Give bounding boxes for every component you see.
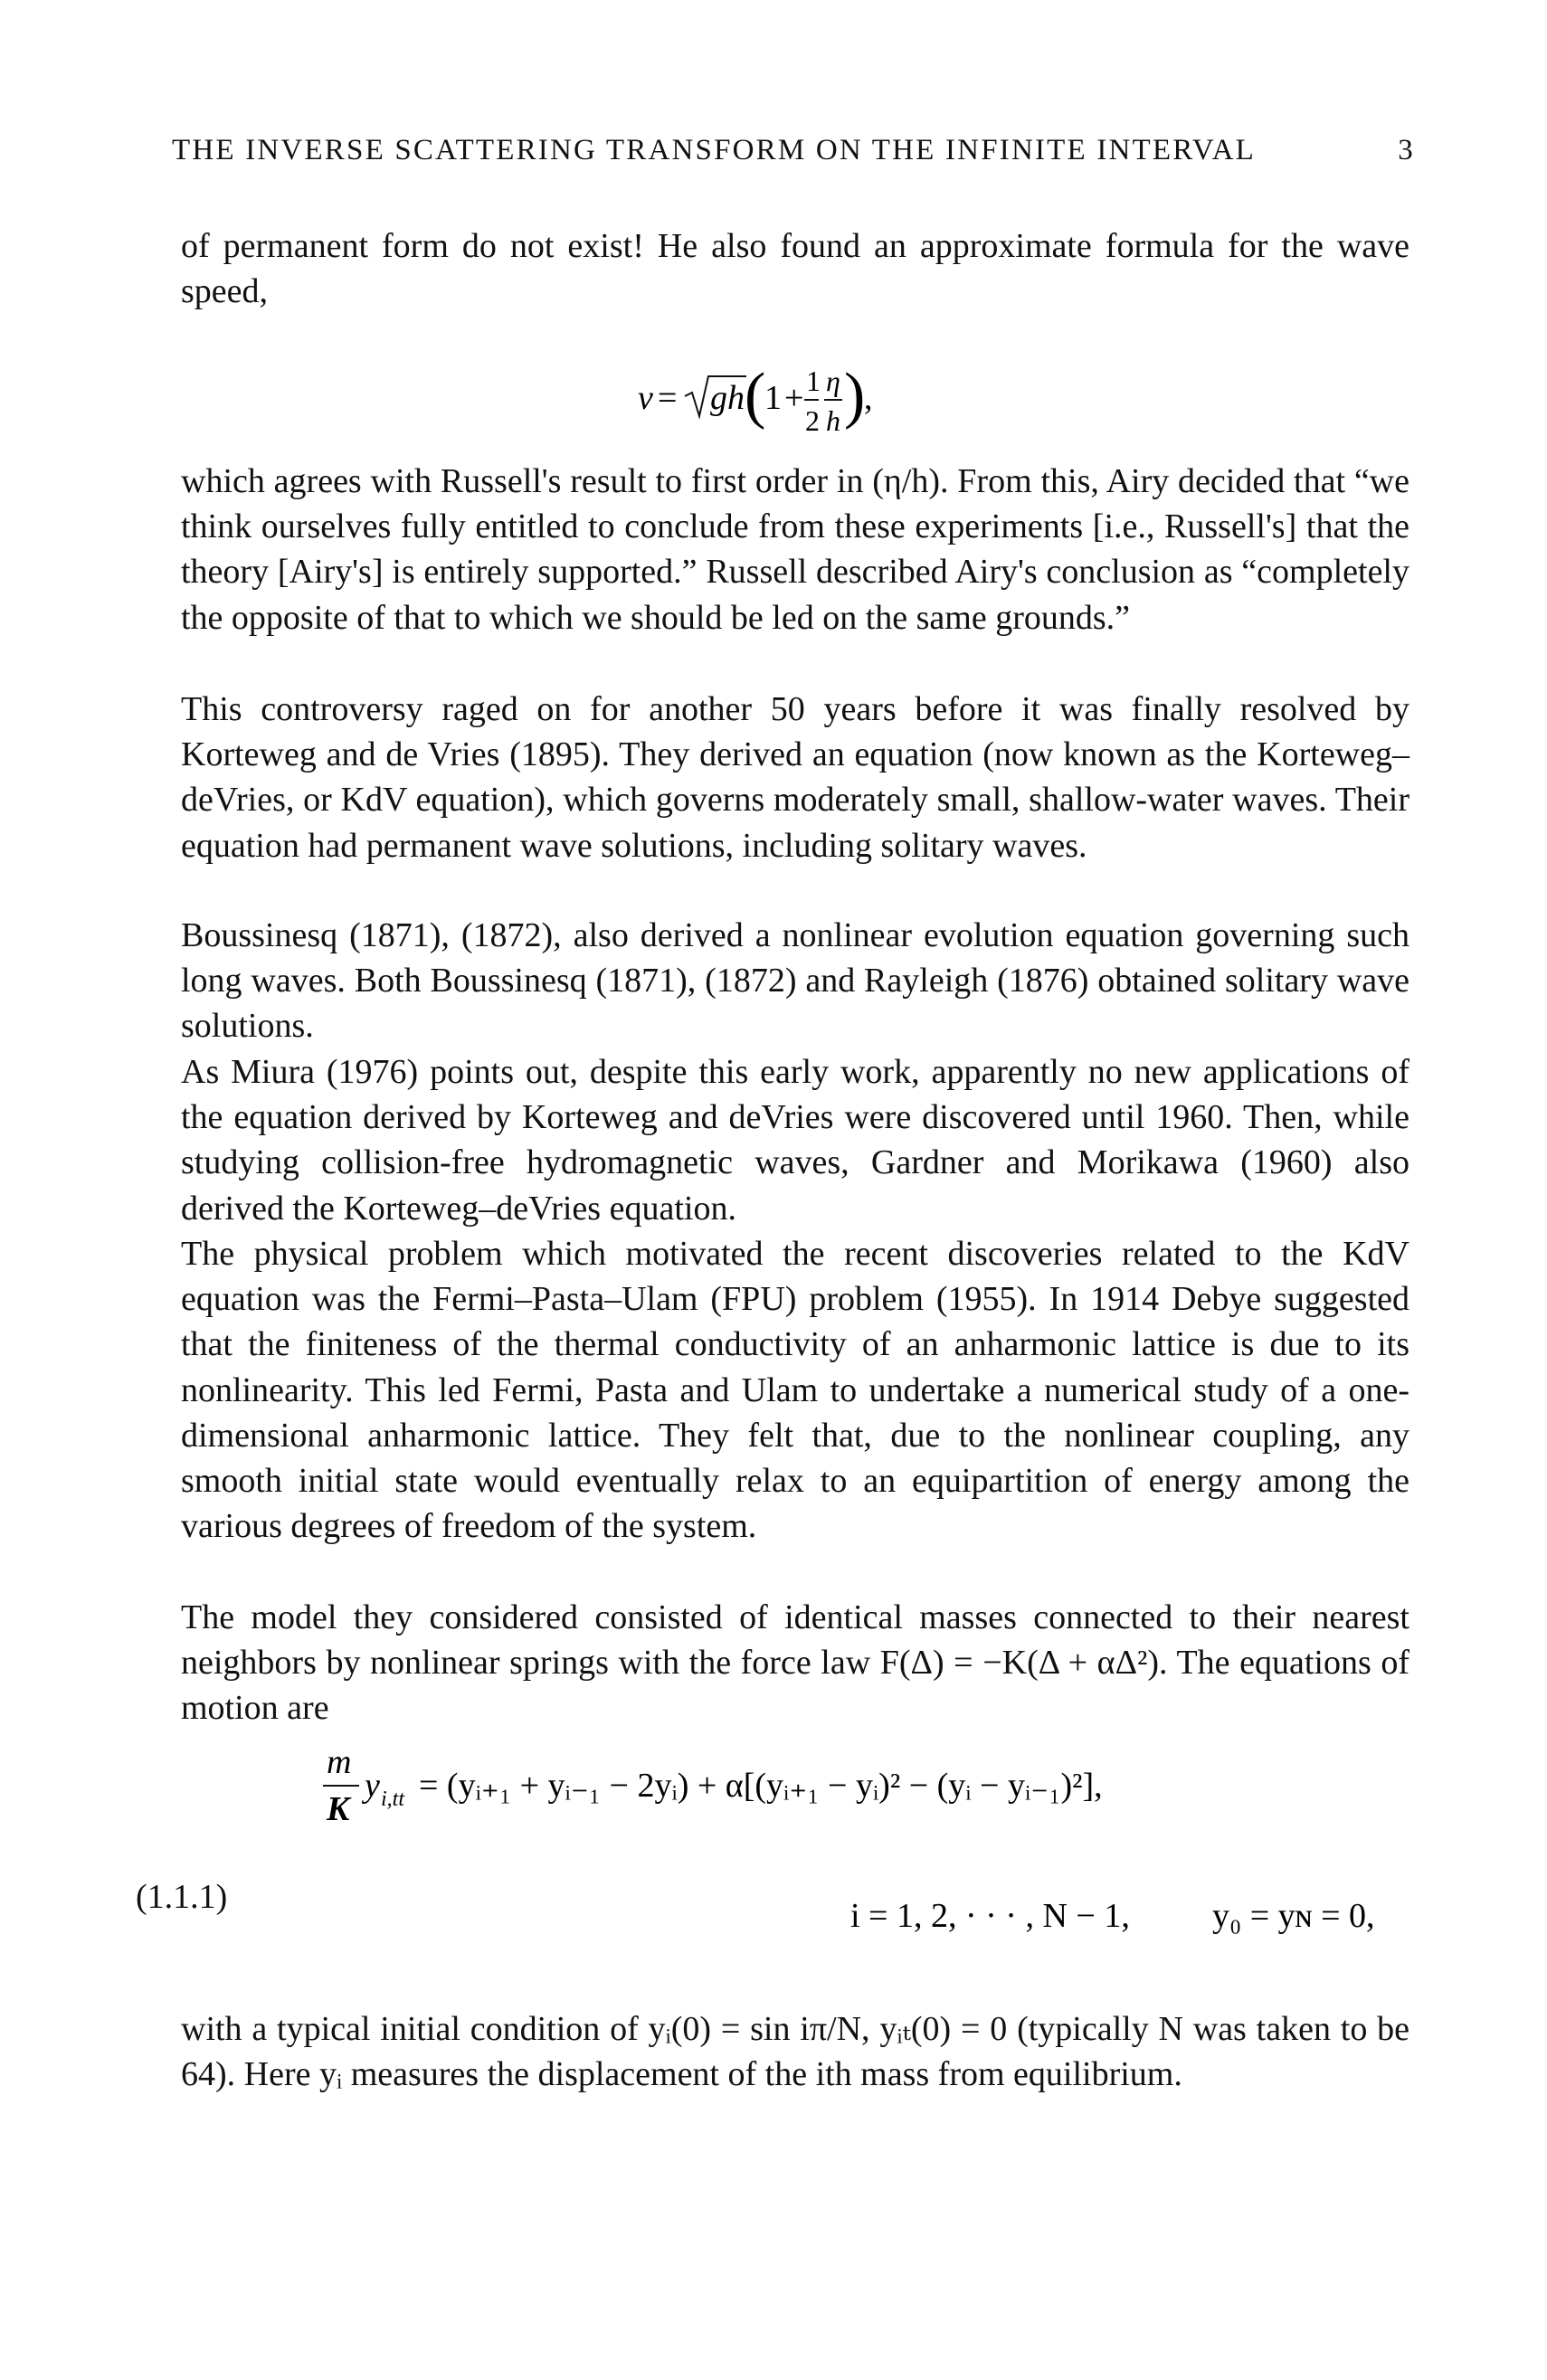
wave-speed-formula [638,344,963,452]
paragraph-text: This controversy raged on for another 50 years before it was finally resolved by Korteweg and de Vries (1895). They derived an equation (now known as the Korteweg–deVries, or KdV equation), which governs moderately small, shallow-water waves. Their equation had permanent wave solutions, including solitary waves. [181,690,1409,865]
eq-plus: + [784,379,804,417]
paragraph-text: which agrees with Russell's result to first order in (η/h). From this, Airy decided that “we think ourselves fully entitled to conclude from these experiments [i.e., Russell's] that the theory [Airy's] is entirely supported.” Russell described Airy's conclusion as “completely the opposite of that to which we should be led on the same grounds.” [181,462,1409,637]
running-header [172,134,1415,167]
wave-speed-equation [638,344,963,452]
eta-numerator: η [826,365,840,397]
y-subscript: i,tt [381,1787,405,1811]
eq-comma: , [864,379,873,417]
paragraph-5 [181,1049,1409,1231]
eq-equals: = [658,379,678,417]
paragraph-8 [181,2006,1409,2097]
page-number: 3 [1398,134,1415,166]
paragraph-4 [181,913,1409,1049]
paragraph-text: with a typical initial condition of yᵢ(0) = sin iπ/N, yᵢₜ(0) = 0 (typically N was taken to be 64). Here yᵢ measures the displacement of the ith mass from equilibrium. [181,2010,1409,2094]
boundary-condition: y₀ = yɴ = 0, [1212,1897,1375,1935]
eq-lhs: v [638,379,653,417]
half-numerator: 1 [806,365,821,397]
paragraph-3 [181,687,1409,868]
mass-numerator: m [327,1743,352,1781]
h-denominator: h [826,404,840,437]
paragraph-7 [181,1595,1409,1731]
spring-constant-denominator: K [327,1790,350,1828]
paragraph-text: of permanent form do not exist! He also found an approximate formula for the wave speed, [181,227,1409,311]
y-variable: y [365,1767,380,1805]
paragraph-text: The physical problem which motivated the recent discoveries related to the KdV equation was the Fermi–Pasta–Ulam (FPU) problem (1955). In 1914 Debye suggested that the finiteness of the thermal conductivity of an anharmonic lattice is due to its nonlinearity. This led Fermi, Pasta and Ulam to undertake a numerical study of a one-dimensional anharmonic lattice. They felt that, due to the nonlinear coupling, any smooth initial state would eventually relax to an equipartition of energy among the various degrees of freedom of the system. [181,1235,1409,1546]
paragraph-1 [181,223,1409,314]
paragraph-text: Boussinesq (1871), (1872), also derived a nonlinear evolution equation governing such long waves. Both Boussinesq (1871), (1872) and Rayleigh (1876) obtained solitary wave solutions. [181,916,1409,1046]
left-paren: ( [745,361,766,431]
fpu-equation [321,1737,1416,1945]
sqrt-argument: gh [710,379,745,417]
paragraph-2 [181,459,1409,640]
running-title: THE INVERSE SCATTERING TRANSFORM ON THE INFINITE INTERVAL [172,134,1257,166]
equation-number: (1.1.1) [136,1878,228,1916]
eq-one: 1 [764,379,782,417]
fpu-equation-block [321,1737,1416,1972]
right-paren: ) [844,361,866,431]
paragraph-text: The model they considered consisted of identical masses connected to their nearest neighbors by nonlinear springs with the force law F(Δ) = −K(Δ + αΔ²). The equations of motion are [181,1598,1409,1728]
half-denominator: 2 [805,404,820,437]
equation-rhs: = (yᵢ₊₁ + yᵢ₋₁ − 2yᵢ) + α[(yᵢ₊₁ − yᵢ)² − (yᵢ − yᵢ₋₁)²], [419,1767,1103,1805]
paragraph-text: As Miura (1976) points out, despite this early work, apparently no new applications of the equation derived by Korteweg and deVries were discovered until 1960. Then, while studying collision-free hydromagnetic waves, Gardner and Morikawa (1960) also derived the Korteweg–deVries equation. [181,1053,1409,1228]
index-range: i = 1, 2, · · · , N − 1, [850,1897,1130,1935]
paragraph-6 [181,1231,1409,1549]
